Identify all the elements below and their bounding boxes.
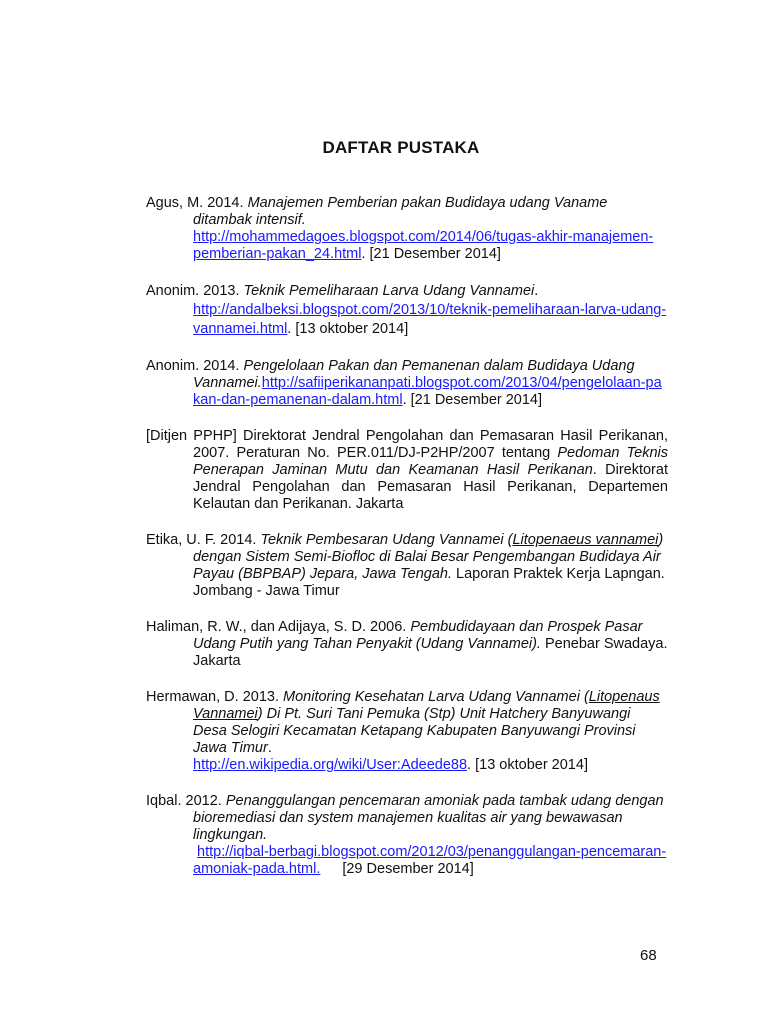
ref-author: Haliman, R. W., dan Adijaya, S. D. 2006.	[146, 619, 411, 635]
ref-punct: .	[267, 740, 272, 756]
ref-text-tail: . Direktorat Jendral Pengolahan dan Pemasaran Hasil Perikanan, Departemen Kelautan dan Perikanan. Jakarta	[193, 462, 668, 512]
ref-species: Litopenaus Vannamei	[193, 689, 660, 722]
reference-agus	[146, 195, 668, 263]
reference-haliman	[146, 619, 668, 670]
ref-link[interactable]: http://andalbeksi.blogspot.com/2013/10/teknik-pemeliharaan-larva-udang-vannamei.html	[193, 302, 667, 337]
ref-title: Teknik Pembesaran Udang Vannamei (	[260, 532, 513, 548]
ref-link[interactable]: http://iqbal-berbagi.blogspot.com/2012/03/penanggulangan-pencemaran-amoniak-pada.html.	[193, 844, 667, 877]
ref-author: Hermawan, D. 2013.	[146, 689, 284, 705]
reference-etika	[146, 532, 668, 600]
ref-author: Iqbal. 2012.	[146, 793, 226, 809]
ref-title-rest: ) dengan Sistem Semi-Biofloc di Balai Besar Pengembangan Budidaya Air Payau (BBPBAP) Jepara, Jawa Tengah.	[193, 532, 664, 582]
reference-iqbal	[146, 793, 668, 878]
page-title: DAFTAR PUSTAKA	[322, 138, 480, 157]
ref-author: Anonim. 2013.	[146, 283, 244, 299]
ref-accessed: . [21 Desember 2014]	[361, 246, 501, 262]
ref-title: Pedoman Teknis Penerapan Jaminan Mutu dan Keamanan Hasil Perikanan	[193, 445, 668, 478]
ref-author: Etika, U. F. 2014.	[146, 532, 261, 548]
reference-anonim-2014	[146, 358, 668, 409]
ref-title: Teknik Pemeliharaan Larva Udang Vannamei	[243, 283, 535, 299]
ref-link[interactable]: http://safiiperikananpati.blogspot.com/2013/04/pengelolaan-pakan-dan-pemanenan-dalam.html	[193, 375, 662, 408]
ref-title: Pengelolaan Pakan dan Pemanenan dalam Budidaya Udang Vannamei.	[193, 358, 635, 391]
ref-species: Litopenaeus vannamei	[512, 532, 659, 548]
ref-title: Pembudidayaan dan Prospek Pasar Udang Putih yang Tahan Penyakit (Udang Vannamei).	[193, 619, 643, 652]
reference-anonim-2013	[146, 282, 668, 339]
ref-author: Agus, M. 2014.	[146, 195, 248, 211]
ref-accessed: [29 Desember 2014]	[342, 861, 474, 877]
ref-accessed: . [13 oktober 2014]	[467, 757, 588, 773]
ref-title-rest: ) Di Pt. Suri Tani Pemuka (Stp) Unit Hatchery Banyuwangi Desa Selogiri Kecamatan Ketapang Kabupaten Banyuwangi Provinsi Jawa Timur	[193, 706, 636, 756]
ref-link[interactable]: http://mohammedagoes.blogspot.com/2014/06/tugas-akhir-manajemen-pemberian-pakan_24.html	[193, 229, 654, 262]
ref-title: Penanggulangan pencemaran amoniak pada tambak udang dengan bioremediasi dan system manajemen kualitas air yang bewawasan lingkungan.	[193, 793, 664, 843]
ref-title: Manajemen Pemberian pakan Budidaya udang Vaname ditambak intensif.	[193, 195, 608, 228]
ref-punct: .	[534, 283, 539, 299]
reference-ditjen	[146, 428, 668, 513]
ref-link[interactable]: http://en.wikipedia.org/wiki/User:Adeede88	[193, 757, 468, 773]
ref-author: Anonim. 2014.	[146, 358, 244, 374]
page-number: 68	[640, 947, 657, 964]
ref-text: [Ditjen PPHP] Direktorat Jendral Pengolahan dan Pemasaran Hasil Perikanan, 2007. Peraturan No. PER.011/DJ-P2HP/2007 tentang	[146, 428, 668, 461]
reference-list	[146, 195, 668, 897]
ref-accessed: . [13 oktober 2014]	[287, 321, 409, 337]
ref-publisher: Penebar Swadaya. Jakarta	[193, 636, 668, 669]
ref-title: Monitoring Kesehatan Larva Udang Vannamei (	[283, 689, 589, 705]
ref-accessed: . [21 Desember 2014]	[402, 392, 543, 408]
ref-publisher: Laporan Praktek Kerja Lapngan. Jombang - Jawa Timur	[193, 566, 665, 599]
reference-hermawan	[146, 689, 668, 774]
